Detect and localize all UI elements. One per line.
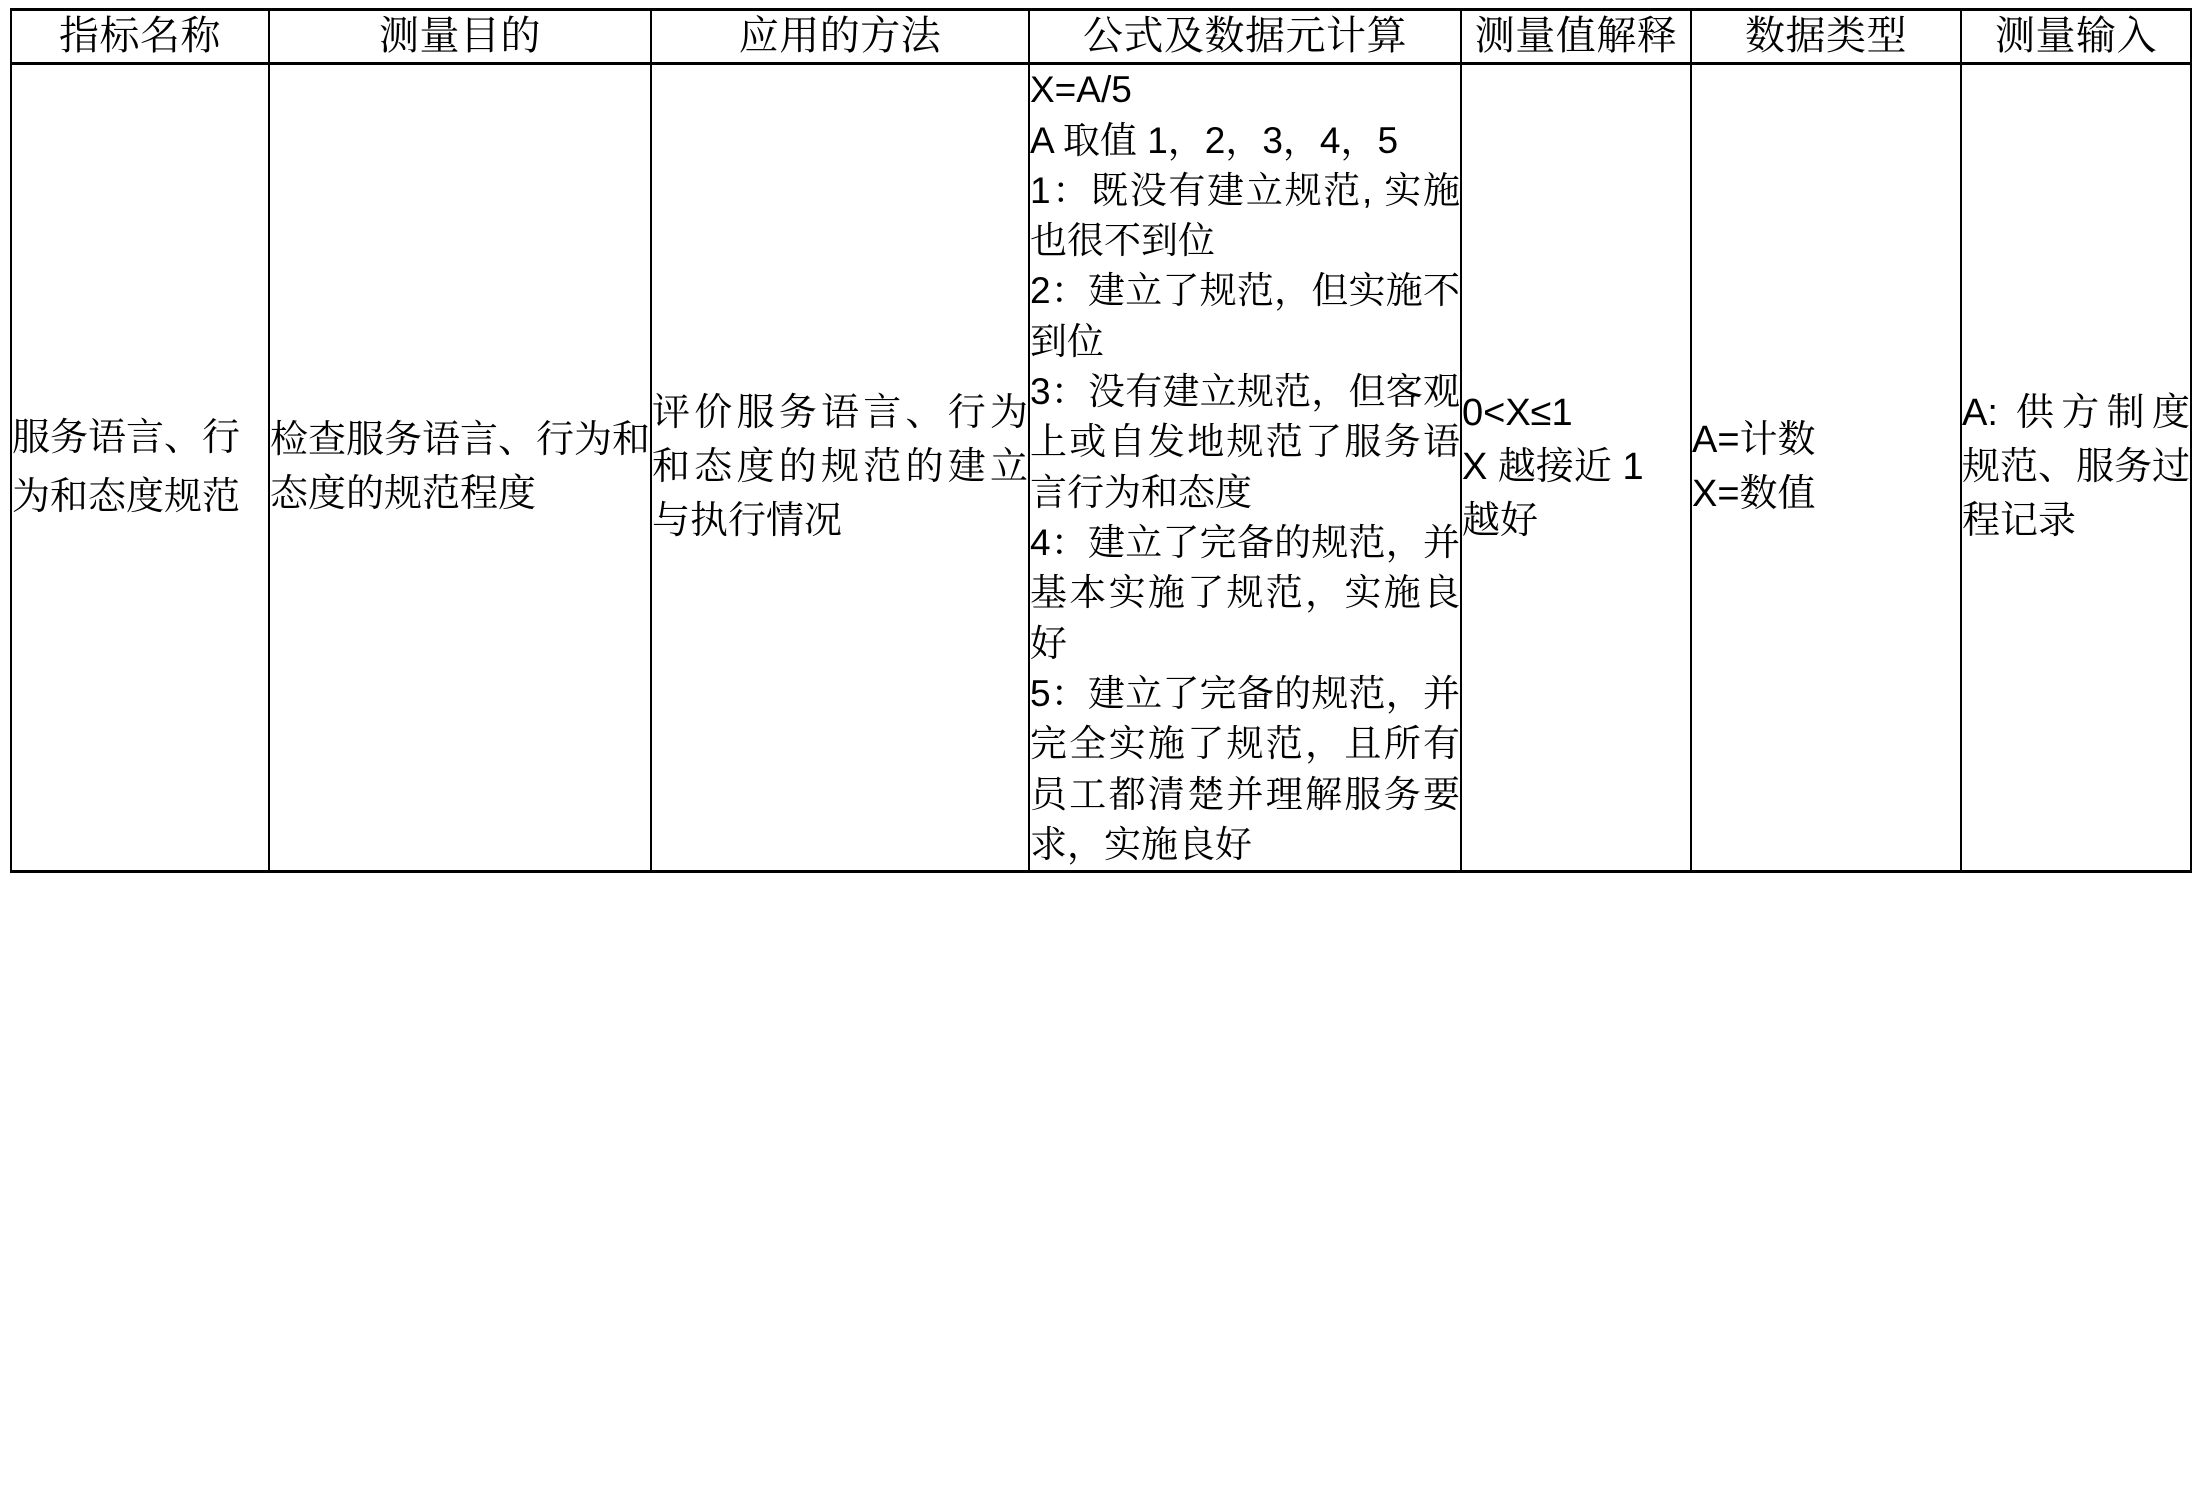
data-type-line-2: X=数值	[1692, 472, 1816, 515]
column-header-indicator-name: 指标名称	[11, 10, 269, 64]
cell-data-type	[1691, 64, 1961, 872]
column-header-data-type: 数据类型	[1691, 10, 1961, 64]
formula-line-3: 1：既没有建立规范, 实施也很不到位	[1030, 169, 1460, 262]
value-interpretation-line-2: X 越接近 1 越好	[1462, 445, 1644, 542]
cell-measure-purpose: 检查服务语言、行为和态度的规范程度	[269, 64, 651, 872]
column-header-value-interpretation: 测量值解释	[1461, 10, 1691, 64]
cell-measure-input: A: 供方制度规范、服务过程记录	[1961, 64, 2191, 872]
cell-method: 评价服务语言、行为和态度的规范的建立与执行情况	[651, 64, 1029, 872]
table-header-row	[11, 10, 2191, 64]
document-page	[0, 8, 2212, 1497]
formula-line-2: A 取值 1，2，3，4，5	[1030, 119, 1399, 161]
data-type-line-1: A=计数	[1692, 418, 1816, 461]
cell-value-interpretation	[1461, 64, 1691, 872]
value-interpretation-line-1: 0<X≤1	[1462, 391, 1573, 434]
formula-line-5: 3：没有建立规范，但客观上或自发地规范了服务语言行为和态度	[1030, 371, 1460, 513]
column-header-method: 应用的方法	[651, 10, 1029, 64]
table-body	[11, 64, 2191, 872]
metric-definition-table	[10, 8, 2192, 873]
cell-formula	[1029, 64, 1461, 872]
formula-line-4: 2：建立了规范，但实施不到位	[1030, 270, 1460, 362]
formula-line-1: X=A/5	[1030, 69, 1132, 111]
formula-line-6: 4：建立了完备的规范，并基本实施了规范，实施良好	[1030, 522, 1460, 664]
formula-line-7: 5：建立了完备的规范，并完全实施了规范，且所有员工都清楚并理解服务要求，实施良好	[1030, 672, 1460, 865]
column-header-measure-input: 测量输入	[1961, 10, 2191, 64]
table-row	[11, 64, 2191, 872]
column-header-formula: 公式及数据元计算	[1029, 10, 1461, 64]
cell-indicator-name: 服务语言、行为和态度规范	[11, 64, 269, 872]
column-header-measure-purpose: 测量目的	[269, 10, 651, 64]
table-header	[11, 10, 2191, 64]
